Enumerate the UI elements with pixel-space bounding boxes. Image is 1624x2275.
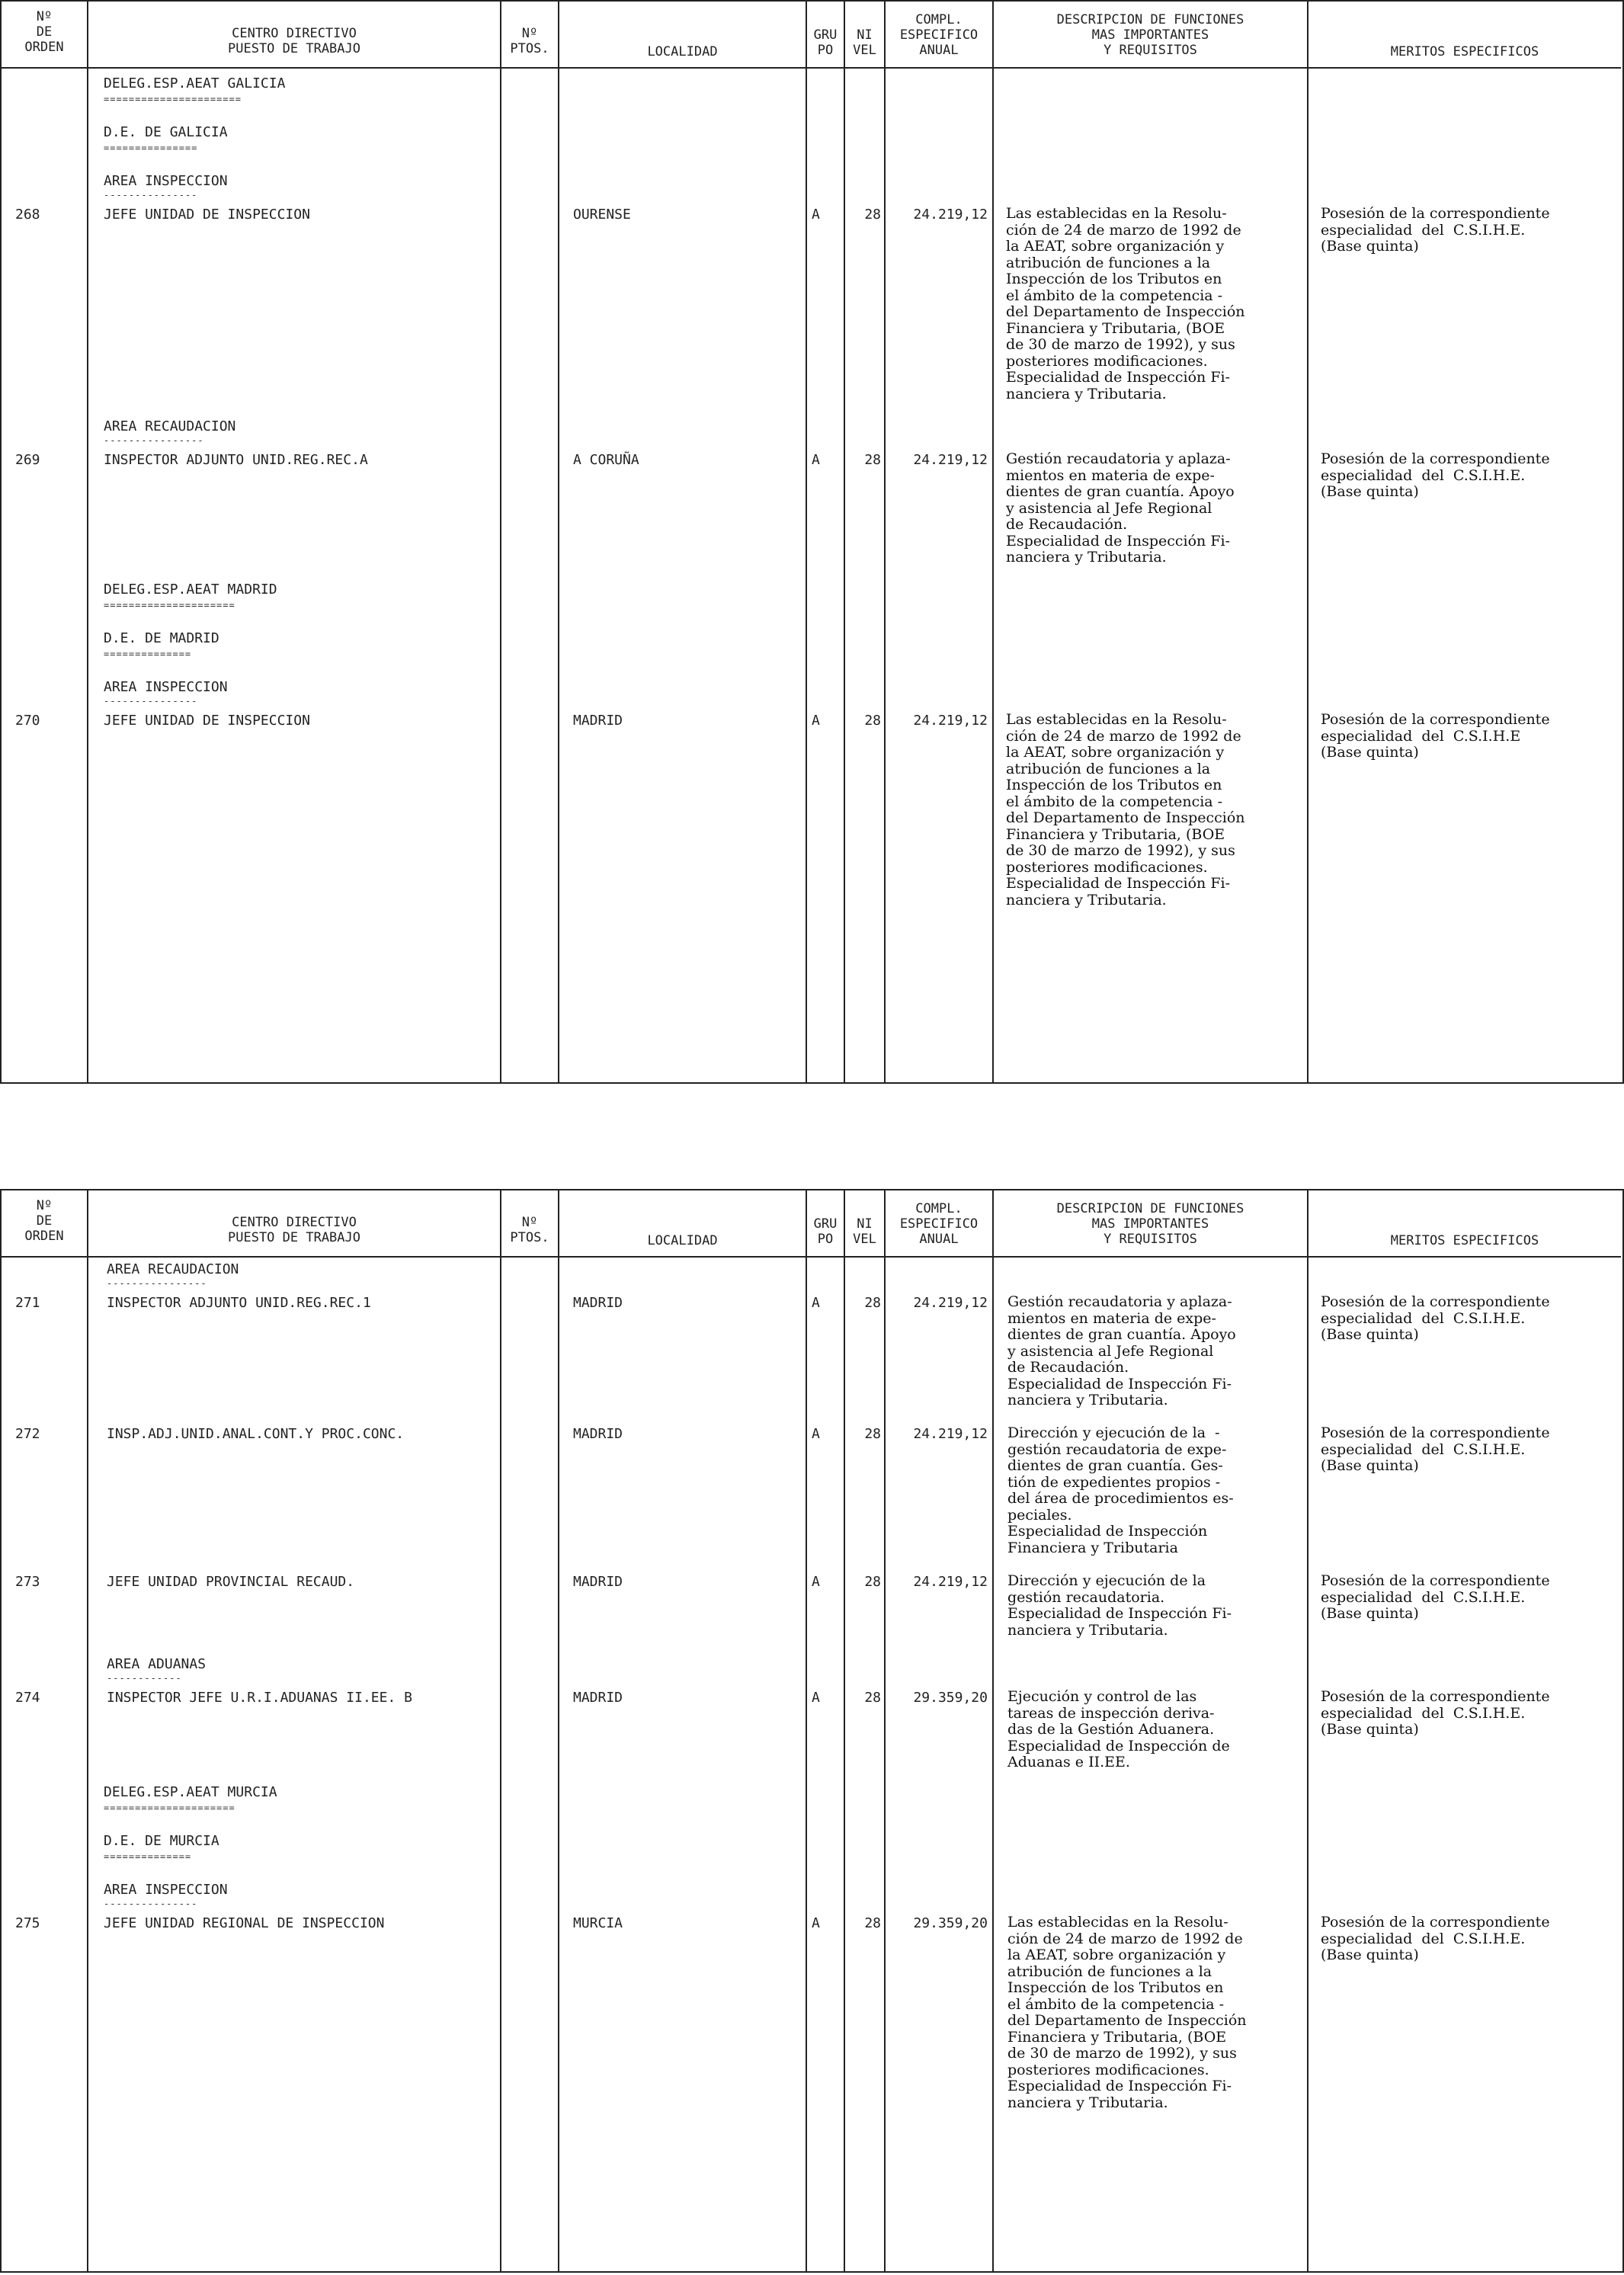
underline: ===================== xyxy=(104,1802,235,1813)
row-273-puesto: JEFE UNIDAD PROVINCIAL RECAUD. xyxy=(107,1574,355,1590)
row-269-descripcion: Gestión recaudatoria y aplaza- mientos en materia de expe- dientes de gran cuantía. Apoyo y asistencia al Jefe Regional de Recaudación. Especialidad de Inspección Fi- nanciera y Tributaria. xyxy=(1006,450,1235,566)
section-area-recaudacion: AREA RECAUDACION xyxy=(104,418,236,434)
section-area-inspeccion: AREA INSPECCION xyxy=(104,173,228,189)
row-269-localidad: A CORUÑA xyxy=(573,452,639,468)
row-275-nivel: 28 xyxy=(864,1915,881,1931)
underline: ------------ xyxy=(107,1673,182,1684)
underline: ---------------- xyxy=(104,435,204,446)
row-273-nivel: 28 xyxy=(864,1574,881,1590)
row-270-compl: 24.219,12 xyxy=(913,713,988,729)
underline: ============== xyxy=(104,649,192,659)
row-275-orden: 275 xyxy=(15,1915,40,1931)
underline: ============== xyxy=(104,1851,192,1862)
table-page-1 xyxy=(0,0,1624,1085)
row-270-descripcion: Las establecidas en la Resolu- ción de 24 de marzo de 1992 de la AEAT, sobre organización y atribución de funciones a la Inspección de los Tributos en el ámbito de la competencia - del Departamento de Inspección Financiera y Tributaria, (BOE de 30 de marzo de 1992), y sus posteriores modificaciones. Especialidad de Inspección Fi- nanciera y Tributaria. xyxy=(1006,711,1245,908)
header-descripcion: DESCRIPCION DE FUNCIONES MAS IMPORTANTES Y REQUISITOS xyxy=(1056,1201,1244,1247)
row-272-grupo: A xyxy=(812,1426,820,1442)
row-274-nivel: 28 xyxy=(864,1690,881,1706)
row-275-compl: 29.359,20 xyxy=(913,1915,988,1931)
row-274-descripcion: Ejecución y control de las tareas de inspección deriva- das de la Gestión Aduanera. Especialidad de Inspección de Aduanas e II.EE. xyxy=(1007,1688,1230,1770)
underline: =============== xyxy=(104,143,198,153)
row-272-localidad: MADRID xyxy=(573,1426,623,1442)
row-271-meritos: Posesión de la correspondiente especialidad del C.S.I.H.E. (Base quinta) xyxy=(1321,1293,1550,1343)
row-271-nivel: 28 xyxy=(864,1295,881,1311)
row-269-grupo: A xyxy=(812,452,820,468)
section-area-aduanas: AREA ADUANAS xyxy=(107,1656,207,1672)
row-270-orden: 270 xyxy=(15,713,40,729)
row-268-puesto: JEFE UNIDAD DE INSPECCION xyxy=(104,207,310,223)
row-270-grupo: A xyxy=(812,713,820,729)
row-269-puesto: INSPECTOR ADJUNTO UNID.REG.REC.A xyxy=(104,452,368,468)
header-centro-directivo: CENTRO DIRECTIVO PUESTO DE TRABAJO xyxy=(228,26,360,56)
underline: --------------- xyxy=(104,696,198,707)
underline: ====================== xyxy=(104,94,242,104)
underline: --------------- xyxy=(104,1899,198,1909)
table-page-2 xyxy=(0,1189,1624,2273)
row-268-descripcion: Las establecidas en la Resolu- ción de 24 de marzo de 1992 de la AEAT, sobre organización y atribución de funciones a la Inspección de los Tributos en el ámbito de la competencia - del Departamento de Inspección Financiera y Tributaria, (BOE de 30 de marzo de 1992), y sus posteriores modificaciones. Especialidad de Inspección Fi- nanciera y Tributaria. xyxy=(1006,205,1245,402)
row-274-orden: 274 xyxy=(15,1690,40,1706)
section-de-galicia: D.E. DE GALICIA xyxy=(104,124,228,140)
row-273-orden: 273 xyxy=(15,1574,40,1590)
header-compl-especifico: COMPL. ESPECIFICO ANUAL xyxy=(899,12,979,58)
row-269-meritos: Posesión de la correspondiente especialidad del C.S.I.H.E. (Base quinta) xyxy=(1321,450,1550,500)
header-localidad: LOCALIDAD xyxy=(647,1233,718,1248)
row-272-meritos: Posesión de la correspondiente especialidad del C.S.I.H.E. (Base quinta) xyxy=(1321,1424,1550,1474)
section-area-inspeccion: AREA INSPECCION xyxy=(104,679,228,695)
row-270-localidad: MADRID xyxy=(573,713,623,729)
row-274-puesto: INSPECTOR JEFE U.R.I.ADUANAS II.EE. B xyxy=(107,1690,412,1706)
row-272-puesto: INSP.ADJ.UNID.ANAL.CONT.Y PROC.CONC. xyxy=(107,1426,405,1442)
underline: ---------------- xyxy=(107,1278,207,1289)
row-271-localidad: MADRID xyxy=(573,1295,623,1311)
header-grupo: GRU PO xyxy=(813,1216,838,1247)
row-271-puesto: INSPECTOR ADJUNTO UNID.REG.REC.1 xyxy=(107,1295,371,1311)
row-273-meritos: Posesión de la correspondiente especialidad del C.S.I.H.E. (Base quinta) xyxy=(1321,1572,1550,1622)
row-274-meritos: Posesión de la correspondiente especialidad del C.S.I.H.E. (Base quinta) xyxy=(1321,1688,1550,1738)
row-271-compl: 24.219,12 xyxy=(913,1295,988,1311)
row-272-descripcion: Dirección y ejecución de la - gestión recaudatoria de expe- dientes de gran cuantía. Ges- tión de expedientes propios - del área de procedimientos es- peciales. Especialidad de Inspección Financiera y Tributaria xyxy=(1007,1424,1234,1556)
row-273-compl: 24.219,12 xyxy=(913,1574,988,1590)
header-localidad: LOCALIDAD xyxy=(647,44,718,59)
row-275-descripcion: Las establecidas en la Resolu- ción de 24 de marzo de 1992 de la AEAT, sobre organización y atribución de funciones a la Inspección de los Tributos en el ámbito de la competencia - del Departamento de Inspección Financiera y Tributaria, (BOE de 30 de marzo de 1992), y sus posteriores modificaciones. Especialidad de Inspección Fi- nanciera y Tributaria. xyxy=(1007,1914,1247,2111)
row-270-nivel: 28 xyxy=(864,713,881,729)
row-275-localidad: MURCIA xyxy=(573,1915,623,1931)
header-meritos: MERITOS ESPECIFICOS xyxy=(1390,1233,1539,1248)
row-275-grupo: A xyxy=(812,1915,820,1931)
underline: ===================== xyxy=(104,600,235,610)
row-268-localidad: OURENSE xyxy=(573,207,631,223)
header-centro-directivo: CENTRO DIRECTIVO PUESTO DE TRABAJO xyxy=(228,1215,360,1245)
row-269-nivel: 28 xyxy=(864,452,881,468)
row-268-meritos: Posesión de la correspondiente especialidad del C.S.I.H.E. (Base quinta) xyxy=(1321,205,1550,255)
row-268-compl: 24.219,12 xyxy=(913,207,988,223)
row-268-orden: 268 xyxy=(15,207,40,223)
header-orden: Nº DE ORDEN xyxy=(24,9,64,55)
section-area-inspeccion: AREA INSPECCION xyxy=(104,1882,228,1898)
section-de-madrid: D.E. DE MADRID xyxy=(104,630,219,646)
row-268-nivel: 28 xyxy=(864,207,881,223)
header-ptos: Nº PTOS. xyxy=(510,1215,549,1245)
header-orden: Nº DE ORDEN xyxy=(24,1198,64,1244)
header-ptos: Nº PTOS. xyxy=(510,26,549,56)
row-272-orden: 272 xyxy=(15,1426,40,1442)
row-275-puesto: JEFE UNIDAD REGIONAL DE INSPECCION xyxy=(104,1915,385,1931)
row-268-grupo: A xyxy=(812,207,820,223)
section-deleg-murcia: DELEG.ESP.AEAT MURCIA xyxy=(104,1784,277,1800)
header-nivel: NI VEL xyxy=(853,27,876,58)
underline: --------------- xyxy=(104,190,198,200)
row-274-compl: 29.359,20 xyxy=(913,1690,988,1706)
section-deleg-madrid: DELEG.ESP.AEAT MADRID xyxy=(104,582,277,598)
row-270-puesto: JEFE UNIDAD DE INSPECCION xyxy=(104,713,310,729)
row-273-grupo: A xyxy=(812,1574,820,1590)
row-274-localidad: MADRID xyxy=(573,1690,623,1706)
row-270-meritos: Posesión de la correspondiente especialidad del C.S.I.H.E (Base quinta) xyxy=(1321,711,1550,761)
row-274-grupo: A xyxy=(812,1690,820,1706)
row-272-compl: 24.219,12 xyxy=(913,1426,988,1442)
section-de-murcia: D.E. DE MURCIA xyxy=(104,1833,219,1849)
header-descripcion: DESCRIPCION DE FUNCIONES MAS IMPORTANTES Y REQUISITOS xyxy=(1056,12,1244,58)
row-271-grupo: A xyxy=(812,1295,820,1311)
header-compl-especifico: COMPL. ESPECIFICO ANUAL xyxy=(899,1201,979,1247)
section-area-recaudacion: AREA RECAUDACION xyxy=(107,1261,239,1277)
header-meritos: MERITOS ESPECIFICOS xyxy=(1390,44,1539,59)
row-269-orden: 269 xyxy=(15,452,40,468)
row-272-nivel: 28 xyxy=(864,1426,881,1442)
section-deleg-galicia: DELEG.ESP.AEAT GALICIA xyxy=(104,75,286,91)
header-nivel: NI VEL xyxy=(853,1216,876,1247)
row-273-descripcion: Dirección y ejecución de la gestión recaudatoria. Especialidad de Inspección Fi- nanciera y Tributaria. xyxy=(1007,1572,1232,1639)
row-275-meritos: Posesión de la correspondiente especialidad del C.S.I.H.E. (Base quinta) xyxy=(1321,1914,1550,1963)
row-271-descripcion: Gestión recaudatoria y aplaza- mientos en materia de expe- dientes de gran cuantía. Apoyo y asistencia al Jefe Regional de Recaudación. Especialidad de Inspección Fi- nanciera y Tributaria. xyxy=(1007,1293,1236,1408)
row-269-compl: 24.219,12 xyxy=(913,452,988,468)
row-273-localidad: MADRID xyxy=(573,1574,623,1590)
row-271-orden: 271 xyxy=(15,1295,40,1311)
header-grupo: GRU PO xyxy=(813,27,838,58)
